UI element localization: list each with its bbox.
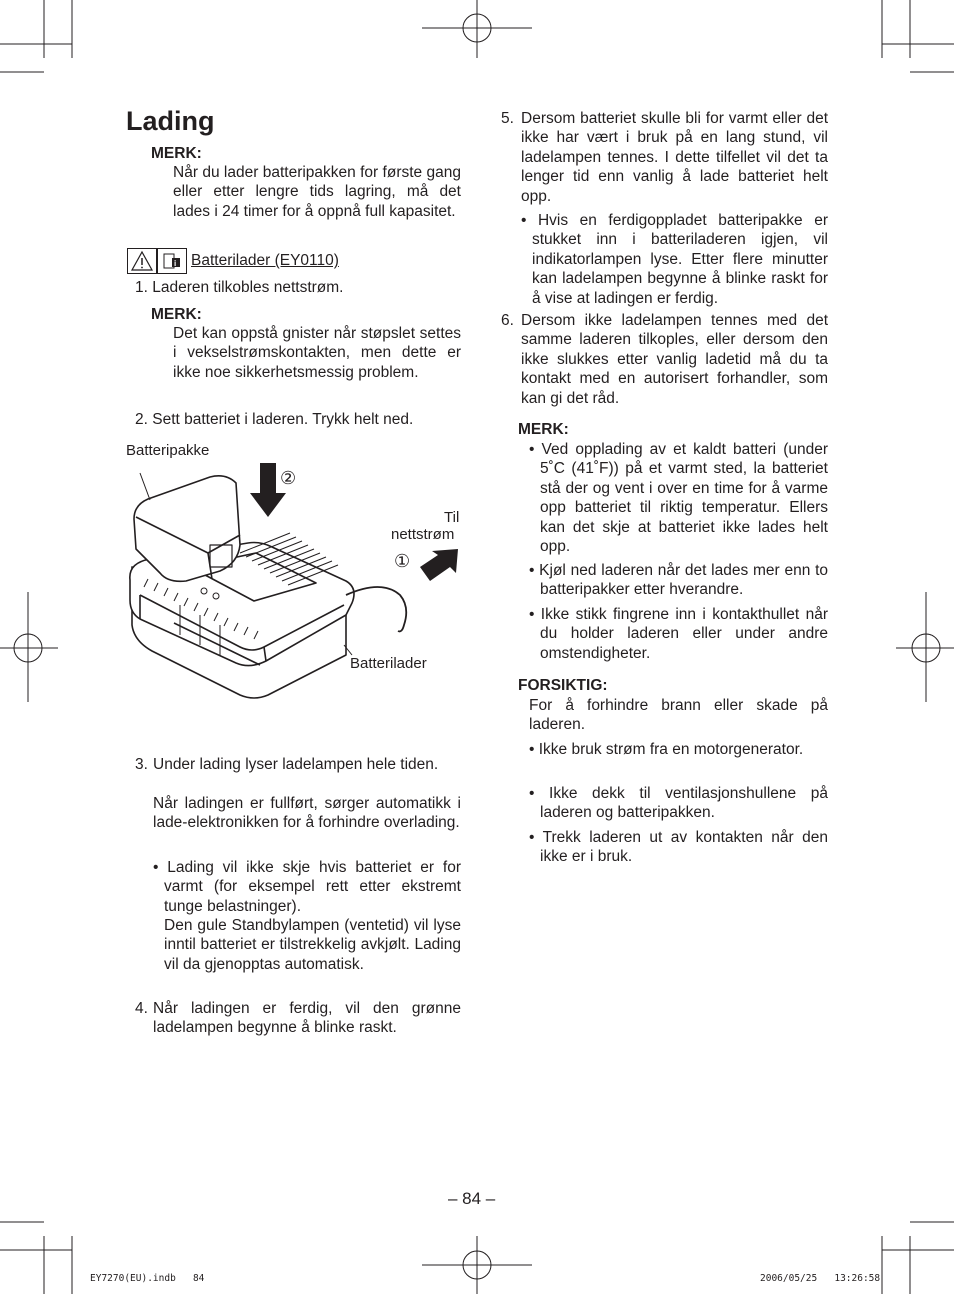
note-bullet-3: • Ikke stikk fingrene inn i kontakthullet når du holder laderen eller under andre omstendigheter. [529, 606, 828, 662]
step-5-number: 5. [501, 110, 514, 127]
step-marker-2: ② [280, 468, 297, 488]
charger-model-ref: Batterilader (EY0110) [191, 252, 339, 269]
note-label: MERK: [151, 306, 202, 323]
step-1: 1. Laderen tilkobles nettstrøm. [135, 279, 344, 296]
step-3-text-2: Når ladingen er fullført, sørger automatikk i lade-elektronikken for å forhindre overlading. [153, 795, 461, 832]
step-2: 2. Sett batteriet i laderen. Trykk helt ned. [135, 411, 414, 428]
step-6-number: 6. [501, 312, 514, 329]
caution-text: For å forhindre brann eller skade på laderen. [529, 697, 828, 734]
note-label: MERK: [151, 145, 202, 162]
step-3-number: 3. [135, 756, 148, 773]
note-bullet-1: • Ved opplading av et kaldt batteri (under 5˚C (41˚F)) på et varmt sted, la batteriet stå der og vent i over en time for å varme opp batteriet til riktig temperatur. Ellers kan det skje at batteriet ikke lades helt opp. [529, 441, 828, 556]
step-3-text: Under lading lyser ladelampen hele tiden. [153, 756, 439, 773]
footer-file: EY7270(EU).indb 84 [90, 1273, 205, 1284]
step-5-text: Dersom batteriet skulle bli for varmt eller det ikke har vært i bruk på en lang stund, vil ladelampen tennes. I dette tilfellet vil det ta lenger tid enn vanlig å lade batteriet helt opp. [521, 110, 828, 205]
page-number: – 84 – [448, 1189, 496, 1208]
caution-label: FORSIKTIG: [518, 677, 608, 694]
step-3-bullet: • Lading vil ikke skje hvis batteriet er for varmt (for eksempel rett etter ekstremt tunge belastninger). [153, 859, 461, 915]
mains-label-1: Til [444, 509, 460, 526]
svg-text:i: i [174, 259, 177, 268]
step-5-bullet: • Hvis en ferdigoppladet batteripakke er stukket inn i batteriladeren igjen, vil indikatorlampen lyse. Etter flere minutter kan ladelampen begynne å blinke raskt for å vise at ladingen er ferdig. [521, 212, 828, 307]
caution-bullet-1: • Ikke bruk strøm fra en motorgenerator. [529, 741, 804, 758]
note-label: MERK: [518, 421, 569, 438]
charger-label: Batterilader [350, 655, 427, 672]
step-3-bullet-2: Den gule Standbylampen (ventetid) vil lyse inntil batteriet er tilstrekkelig avkjølt. Lading vil da gjenopptas automatisk. [164, 917, 461, 973]
caution-bullet-2: • Ikke dekk til ventilasjonshullene på laderen og batteripakken. [529, 785, 828, 822]
note-text: Det kan oppstå gnister når støpslet settes i vekselstrømskontakten, men dette er ikke noe sikkerhetsmessig problem. [173, 325, 461, 381]
warning-icon [127, 248, 157, 274]
note-bullet-2: • Kjøl ned laderen når det lades mer enn to batteripakker etter hverandre. [529, 562, 828, 599]
footer-timestamp: 2006/05/25 13:26:58 [760, 1273, 881, 1284]
caution-bullet-3: • Trekk laderen ut av kontakten når den ikke er i bruk. [529, 829, 828, 866]
page-heading: Lading [126, 106, 215, 136]
charger-illustration [120, 455, 465, 705]
manual-info-icon [157, 248, 187, 274]
step-4-text: Når ladingen er ferdig, vil den grønne ladelampen begynne å blinke raskt. [153, 1000, 461, 1037]
step-marker-1: ① [394, 551, 411, 571]
note-text: Når du lader batteripakken for første gang eller etter lengre tids lagring, må det lades i 24 timer for å oppnå full kapasitet. [173, 164, 461, 220]
step-4-number: 4. [135, 1000, 148, 1017]
mains-label-2: nettstrøm [391, 526, 455, 543]
step-6-text: Dersom ikke ladelampen tennes med det samme laderen tilkoples, eller dersom den ikke slukkes etter vanlig ladetid må du ta kontakt med en autorisert forhandler, som kan gi det råd. [521, 312, 828, 407]
battery-pack-label: Batteripakke [126, 442, 210, 459]
